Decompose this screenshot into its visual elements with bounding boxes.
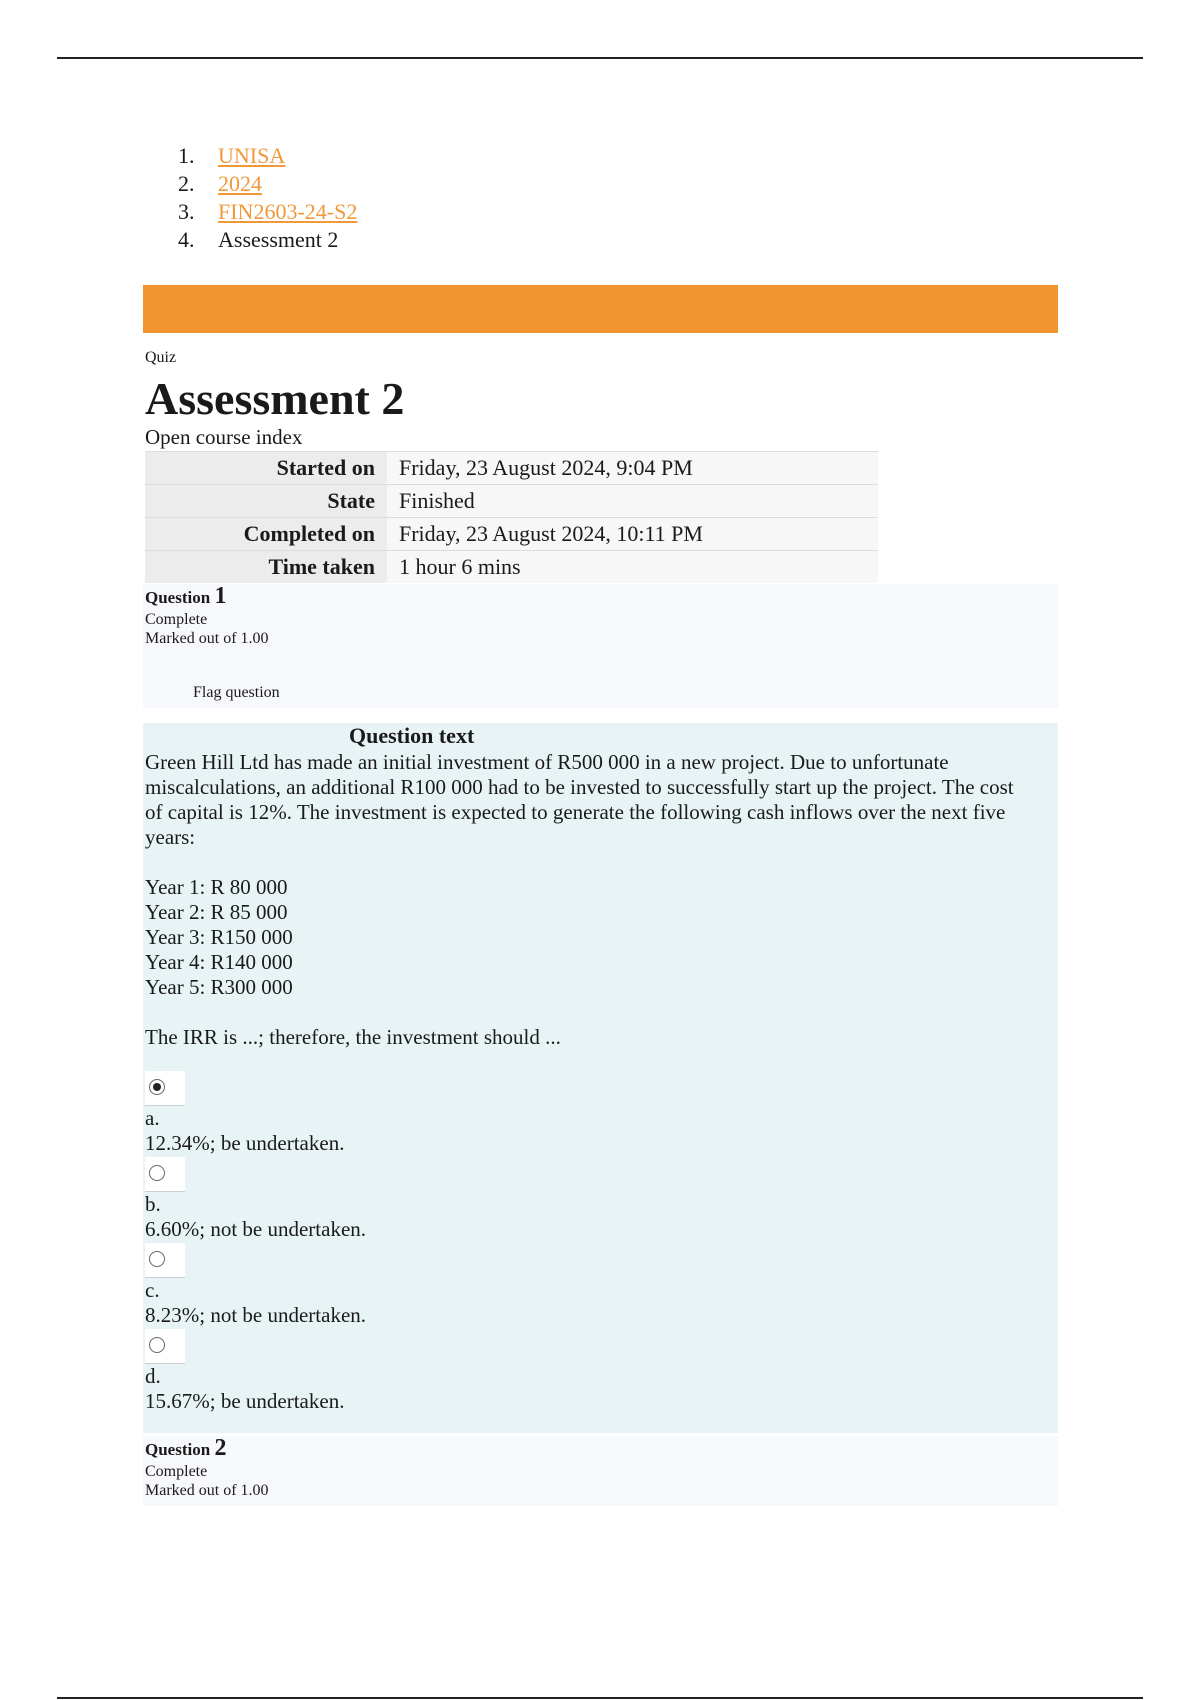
summary-value: Friday, 23 August 2024, 10:11 PM xyxy=(387,518,878,551)
breadcrumb-number: 2. xyxy=(178,171,195,196)
answer-c-radio[interactable] xyxy=(145,1243,185,1278)
question-1-info xyxy=(143,584,1058,708)
summary-label: State xyxy=(145,485,387,518)
question-number-value: 2 xyxy=(214,1435,227,1461)
question-2-info xyxy=(143,1436,1058,1506)
radio-unselected-icon xyxy=(149,1165,165,1181)
question-grade: Marked out of 1.00 xyxy=(145,1482,269,1499)
question-state: Complete xyxy=(145,611,208,628)
answer-text: 6.60%; not be undertaken. xyxy=(145,1217,367,1241)
question-number-value: 1 xyxy=(214,583,227,609)
summary-row-completed xyxy=(145,518,878,551)
breadcrumb xyxy=(178,142,357,254)
answer-text: 15.67%; be undertaken. xyxy=(145,1389,345,1413)
radio-selected-icon xyxy=(149,1079,165,1095)
summary-label: Time taken xyxy=(145,551,387,584)
answer-option-d xyxy=(145,1329,366,1415)
answer-a-radio[interactable] xyxy=(145,1071,185,1106)
page-title: Assessment 2 xyxy=(145,373,405,424)
cash-inflow-item: Year 5: R300 000 xyxy=(145,975,293,999)
answer-letter: b. xyxy=(145,1192,161,1216)
question-number xyxy=(145,1436,1058,1462)
open-course-index-link[interactable]: Open course index xyxy=(145,425,303,449)
cash-inflows-list xyxy=(145,875,1025,1000)
answer-options xyxy=(145,1071,366,1415)
breadcrumb-number: 3. xyxy=(178,199,195,224)
breadcrumb-number: 4. xyxy=(178,227,195,252)
summary-label: Completed on xyxy=(145,518,387,551)
question-body: Green Hill Ltd has made an initial investment of R500 000 in a new project. Due to unfortunate miscalculations, an additional R100 000 had to be invested to successfully start up the project. The cost of capital is 12%. The investment is expected to generate the following cash inflows over the next five years: xyxy=(145,750,1014,849)
attempt-summary-table xyxy=(145,451,878,583)
question-1-content xyxy=(143,723,1058,1433)
summary-value: Friday, 23 August 2024, 9:04 PM xyxy=(387,452,878,485)
answer-option-b xyxy=(145,1157,366,1243)
activity-type-label: Quiz xyxy=(145,349,177,366)
top-rule xyxy=(57,57,1143,59)
answer-text: 12.34%; be undertaken. xyxy=(145,1131,345,1155)
question-grade: Marked out of 1.00 xyxy=(145,630,269,647)
breadcrumb-link-year[interactable]: 2024 xyxy=(218,171,262,196)
summary-row-time xyxy=(145,551,878,584)
summary-value: Finished xyxy=(387,485,878,518)
answer-option-a xyxy=(145,1071,366,1157)
question-word: Question xyxy=(145,1440,211,1459)
summary-row-started xyxy=(145,452,878,485)
breadcrumb-item-year xyxy=(178,170,357,198)
breadcrumb-link-course[interactable]: FIN2603-24-S2 xyxy=(218,199,358,224)
breadcrumb-number: 1. xyxy=(178,143,195,168)
breadcrumb-item-current xyxy=(178,226,357,254)
breadcrumb-item-unisa xyxy=(178,142,357,170)
question-text-heading: Question text xyxy=(349,723,475,748)
question-prompt: The IRR is ...; therefore, the investment should ... xyxy=(145,1025,561,1049)
cash-inflow-item: Year 2: R 85 000 xyxy=(145,900,288,924)
question-word: Question xyxy=(145,588,211,607)
breadcrumb-current: Assessment 2 xyxy=(218,227,339,252)
breadcrumb-link-unisa[interactable]: UNISA xyxy=(218,143,286,168)
radio-unselected-icon xyxy=(149,1251,165,1267)
answer-d-radio[interactable] xyxy=(145,1329,185,1364)
cash-inflow-item: Year 4: R140 000 xyxy=(145,950,293,974)
answer-b-radio[interactable] xyxy=(145,1157,185,1192)
question-text xyxy=(145,750,1025,1075)
breadcrumb-item-course xyxy=(178,198,357,226)
answer-letter: a. xyxy=(145,1106,160,1130)
header-banner xyxy=(143,285,1058,333)
summary-row-state xyxy=(145,485,878,518)
flag-question-button[interactable]: Flag question xyxy=(193,684,280,701)
answer-text: 8.23%; not be undertaken. xyxy=(145,1303,367,1327)
question-number xyxy=(145,584,1058,610)
answer-option-c xyxy=(145,1243,366,1329)
answer-letter: d. xyxy=(145,1364,161,1388)
summary-value: 1 hour 6 mins xyxy=(387,551,878,584)
bottom-rule xyxy=(57,1697,1143,1699)
question-state: Complete xyxy=(145,1463,208,1480)
summary-label: Started on xyxy=(145,452,387,485)
radio-unselected-icon xyxy=(149,1337,165,1353)
cash-inflow-item: Year 3: R150 000 xyxy=(145,925,293,949)
answer-letter: c. xyxy=(145,1278,160,1302)
cash-inflow-item: Year 1: R 80 000 xyxy=(145,875,288,899)
